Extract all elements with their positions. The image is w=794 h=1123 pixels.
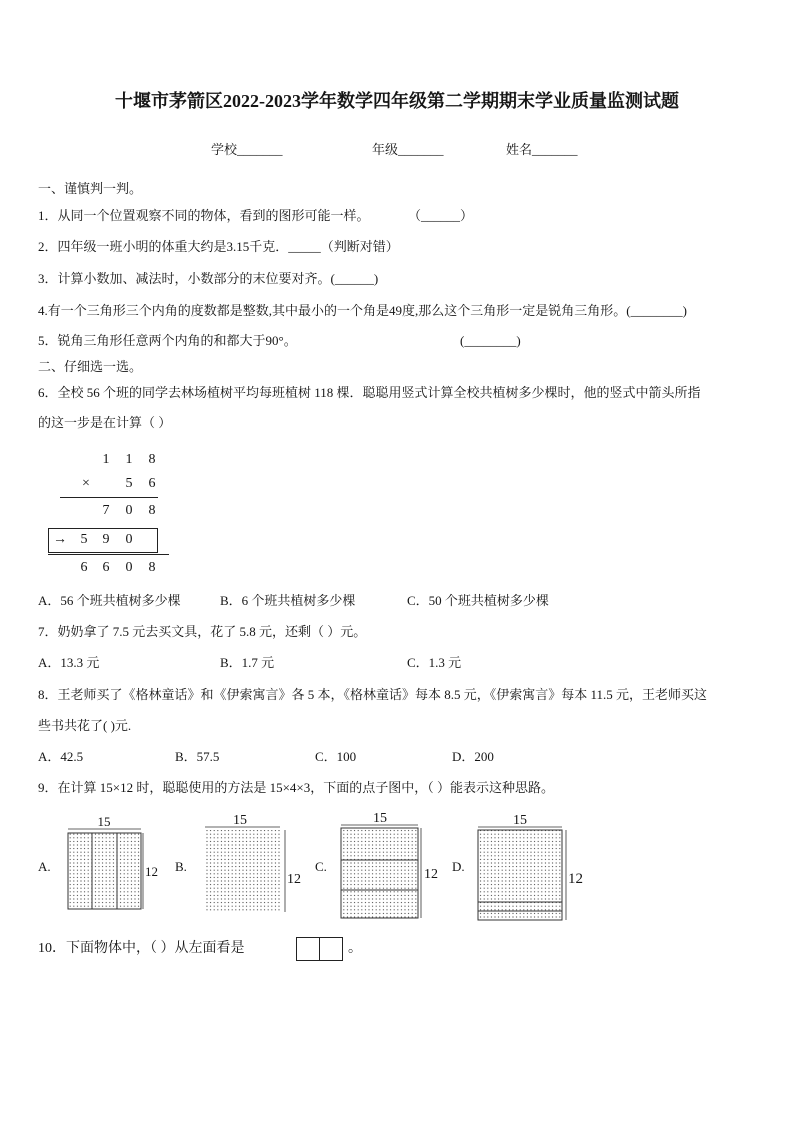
calc-digit: 9: [102, 532, 110, 547]
calc-digit: 6: [80, 560, 88, 575]
q6-option-c: C．50 个班共植树多少棵: [407, 593, 549, 608]
figure-label: B.: [175, 859, 187, 874]
width-label: 15: [513, 813, 527, 828]
arrow-icon: →: [53, 532, 67, 547]
calc-digit: 1: [102, 452, 110, 467]
calc-line: [48, 554, 169, 555]
width-label: 15: [373, 811, 387, 826]
question-5-blank: (________): [460, 333, 521, 348]
calc-digit: 8: [148, 503, 156, 518]
q7-option-c: C．1.3 元: [407, 655, 462, 670]
height-label: 12: [287, 872, 301, 887]
calc-digit: 8: [148, 452, 156, 467]
figure-label: C.: [315, 859, 327, 874]
left-view-square: [319, 937, 343, 961]
figure-label: A.: [38, 859, 51, 874]
question-3: 3．计算小数加、减法时，小数部分的末位要对齐。(______): [38, 271, 379, 286]
figure-label: D.: [452, 859, 465, 874]
q6-option-b: B．6 个班共植树多少棵: [220, 593, 356, 608]
question-1: 1．从同一个位置观察不同的物体，看到的图形可能一样。: [38, 208, 370, 223]
calc-line: [60, 497, 158, 498]
question-8-line1: 8．王老师买了《格林童话》和《伊索寓言》各 5 本，《格林童话》每本 8.5 元，《伊索寓言》每本 11.5 元，王老师买这: [38, 687, 708, 702]
calc-digit: 0: [125, 532, 133, 547]
page-title: 十堰市茅箭区2022-2023学年数学四年级第二学期期末学业质量监测试题: [115, 91, 679, 111]
q8-option-d: D．200: [452, 749, 494, 764]
dot-grid: [68, 833, 141, 909]
height-label: 12: [424, 867, 438, 882]
figure-c: [315, 811, 438, 918]
section2-heading: 二、仔细选一选。: [38, 359, 143, 374]
calc-digit: 0: [125, 503, 133, 518]
figure-a: [38, 814, 158, 909]
question-1-blank: （______）: [408, 208, 474, 223]
height-label: 12: [145, 864, 158, 879]
width-label: 15: [97, 814, 111, 829]
figure-b: [175, 813, 301, 912]
question-8-line2: 些书共花了( )元.: [38, 718, 132, 733]
question-6-line2: 的这一步是在计算（ ）: [38, 415, 172, 430]
q6-option-a: A．56 个班共植树多少棵: [38, 593, 181, 608]
question-2: 2．四年级一班小明的体重大约是3.15千克．_____（判断对错）: [38, 239, 399, 254]
q8-option-b: B．57.5: [175, 749, 220, 764]
left-view-square: [296, 937, 320, 961]
calc-digit: 6: [102, 560, 110, 575]
dot-grid: [341, 828, 418, 918]
multiply-sign: ×: [82, 476, 90, 491]
calc-digit: 8: [148, 560, 156, 575]
question-10: 10．下面物体中，（ ）从左面看是: [38, 941, 245, 956]
calc-digit: 5: [80, 532, 88, 547]
calc-digit: 1: [125, 452, 133, 467]
question-6-line1: 6．全校 56 个班的同学去林场植树平均每班植树 118 棵．聪聪用竖式计算全校共植树多少棵时，他的竖式中箭头所指: [38, 385, 701, 400]
figure-d: [452, 813, 583, 920]
grade-field: 年级_______: [372, 142, 444, 157]
calc-digit: 7: [102, 503, 110, 518]
q7-option-a: A．13.3 元: [38, 655, 100, 670]
dot-grid: [478, 830, 562, 920]
calc-digit: 5: [125, 476, 133, 491]
q7-option-b: B．1.7 元: [220, 655, 275, 670]
dot-grid: [205, 830, 280, 912]
name-field: 姓名_______: [506, 142, 578, 157]
width-label: 15: [233, 813, 247, 828]
dot-grid-figures: [0, 800, 794, 932]
section1-heading: 一、谨慎判一判。: [38, 181, 143, 196]
question-10-end: 。: [348, 941, 362, 956]
question-7: 7．奶奶拿了 7.5 元去买文具，花了 5.8 元，还剩（ ）元。: [38, 624, 367, 639]
height-label: 12: [568, 871, 583, 887]
calc-digit: 0: [125, 560, 133, 575]
q8-option-c: C．100: [315, 749, 357, 764]
question-5: 5．锐角三角形任意两个内角的和都大于90°。: [38, 333, 297, 348]
q8-option-a: A．42.5: [38, 749, 84, 764]
calc-digit: 6: [148, 476, 156, 491]
school-field: 学校_______: [211, 142, 283, 157]
question-4: 4.有一个三角形三个内角的度数都是整数,其中最小的一个角是49度,那么这个三角形一定是锐角三角形。(________): [38, 303, 687, 318]
question-9: 9．在计算 15×12 时，聪聪使用的方法是 15×4×3，下面的点子图中，（ ）能表示这种思路。: [38, 780, 554, 795]
